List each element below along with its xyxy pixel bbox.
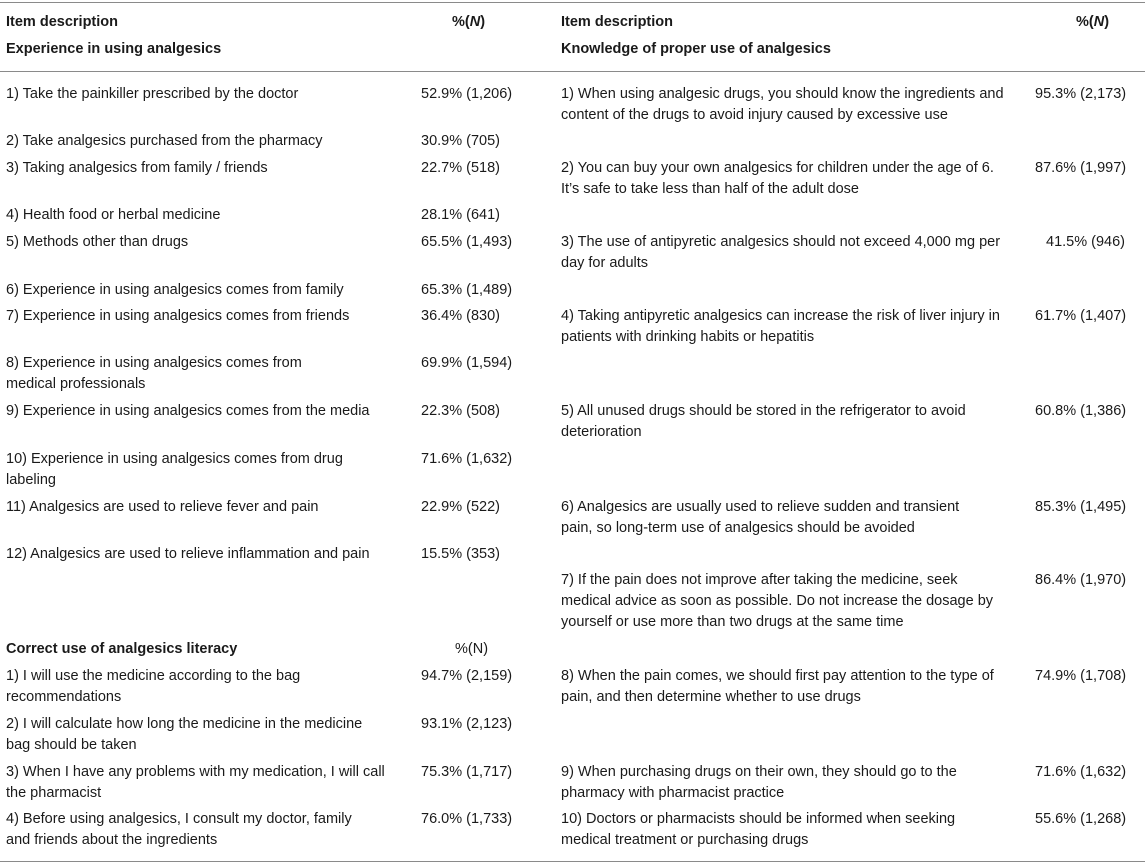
bottom-rule xyxy=(0,861,1145,862)
right-pct-header: %(N) xyxy=(1076,14,1110,30)
knowledge-value-4: 61.7% (1,407) xyxy=(1035,308,1127,324)
right-item-header: Item description xyxy=(561,14,673,30)
knowledge-item-1: 1) When using analgesic drugs, you should know the ingredients and content of the drugs to avoid injury caused by excessive use xyxy=(561,86,1004,123)
knowledge-value-3: 41.5% (946) xyxy=(1046,234,1125,250)
experience-value-5: 65.5% (1,493) xyxy=(421,234,513,250)
experience-item-1: 1) Take the painkiller prescribed by the doctor xyxy=(6,86,299,102)
literacy-item-3: 3) When I have any problems with my medication, I will call the pharmacist xyxy=(6,764,385,801)
experience-item-11: 11) Analgesics are used to relieve fever and pain xyxy=(6,499,319,515)
experience-item-5: 5) Methods other than drugs xyxy=(6,234,189,250)
literacy-value-1: 94.7% (2,159) xyxy=(421,668,513,684)
header-rule xyxy=(0,71,1145,72)
experience-value-7: 36.4% (830) xyxy=(421,308,500,324)
experience-value-9: 22.3% (508) xyxy=(421,403,500,419)
left-pct-header: %(N) xyxy=(452,14,486,30)
knowledge-value-7: 86.4% (1,970) xyxy=(1035,572,1127,588)
knowledge-value-8: 74.9% (1,708) xyxy=(1035,668,1127,684)
knowledge-value-10: 55.6% (1,268) xyxy=(1035,811,1127,827)
experience-value-2: 30.9% (705) xyxy=(421,133,500,149)
section-title-literacy: Correct use of analgesics literacy xyxy=(6,641,238,657)
literacy-value-2: 93.1% (2,123) xyxy=(421,716,513,732)
knowledge-item-6: 6) Analgesics are usually used to relieve sudden and transient pain, so long-term use of analgesics should be avoided xyxy=(561,499,960,536)
experience-item-10: 10) Experience in using analgesics comes from drug labeling xyxy=(6,451,343,488)
knowledge-item-8: 8) When the pain comes, we should first pay attention to the type of pain, and then determine whether to use drugs xyxy=(561,668,994,705)
experience-value-12: 15.5% (353) xyxy=(421,546,500,562)
experience-item-6: 6) Experience in using analgesics comes from family xyxy=(6,282,344,298)
experience-value-6: 65.3% (1,489) xyxy=(421,282,513,298)
experience-value-3: 22.7% (518) xyxy=(421,160,500,176)
experience-item-7: 7) Experience in using analgesics comes from friends xyxy=(6,308,350,324)
literacy-pct-header: %(N) xyxy=(455,641,489,657)
experience-item-2: 2) Take analgesics purchased from the pharmacy xyxy=(6,133,323,149)
literacy-item-1: 1) I will use the medicine according to the bag recommendations xyxy=(6,668,301,705)
knowledge-item-3: 3) The use of antipyretic analgesics should not exceed 4,000 mg per day for adults xyxy=(561,234,1001,271)
knowledge-item-5: 5) All unused drugs should be stored in the refrigerator to avoid deterioration xyxy=(561,403,966,440)
knowledge-item-7: 7) If the pain does not improve after taking the medicine, seek medical advice as soon as possible. Do not increase the dosage by yourself or use more than two drugs at the same time xyxy=(561,572,994,630)
knowledge-value-1: 95.3% (2,173) xyxy=(1035,86,1127,102)
experience-value-11: 22.9% (522) xyxy=(421,499,500,515)
experience-value-8: 69.9% (1,594) xyxy=(421,355,513,371)
literacy-item-2: 2) I will calculate how long the medicine in the medicine bag should be taken xyxy=(6,716,363,753)
experience-item-12: 12) Analgesics are used to relieve inflammation and pain xyxy=(6,546,370,562)
experience-item-8: 8) Experience in using analgesics comes from medical professionals xyxy=(6,355,302,392)
experience-item-9: 9) Experience in using analgesics comes from the media xyxy=(6,403,370,419)
knowledge-item-4: 4) Taking antipyretic analgesics can increase the risk of liver injury in patients with drinking habits or hepatitis xyxy=(561,308,1000,345)
knowledge-item-9: 9) When purchasing drugs on their own, they should go to the pharmacy with pharmacist practice xyxy=(561,764,957,801)
left-item-header: Item description xyxy=(6,14,118,30)
experience-item-4: 4) Health food or herbal medicine xyxy=(6,207,221,223)
literacy-item-4: 4) Before using analgesics, I consult my doctor, family and friends about the ingredients xyxy=(6,811,352,848)
experience-value-1: 52.9% (1,206) xyxy=(421,86,513,102)
knowledge-value-6: 85.3% (1,495) xyxy=(1035,499,1127,515)
knowledge-value-9: 71.6% (1,632) xyxy=(1035,764,1127,780)
knowledge-item-2: 2) You can buy your own analgesics for children under the age of 6. It’s safe to take less than half of the adult dose xyxy=(561,160,994,197)
section-title-experience: Experience in using analgesics xyxy=(6,41,222,57)
experience-item-3: 3) Taking analgesics from family / friends xyxy=(6,160,268,176)
top-rule xyxy=(0,2,1145,3)
experience-value-10: 71.6% (1,632) xyxy=(421,451,513,467)
literacy-value-4: 76.0% (1,733) xyxy=(421,811,513,827)
knowledge-item-10: 10) Doctors or pharmacists should be informed when seeking medical treatment or purchasing drugs xyxy=(561,811,956,848)
knowledge-value-2: 87.6% (1,997) xyxy=(1035,160,1127,176)
experience-value-4: 28.1% (641) xyxy=(421,207,500,223)
literacy-value-3: 75.3% (1,717) xyxy=(421,764,513,780)
knowledge-value-5: 60.8% (1,386) xyxy=(1035,403,1127,419)
section-title-knowledge: Knowledge of proper use of analgesics xyxy=(561,41,831,57)
